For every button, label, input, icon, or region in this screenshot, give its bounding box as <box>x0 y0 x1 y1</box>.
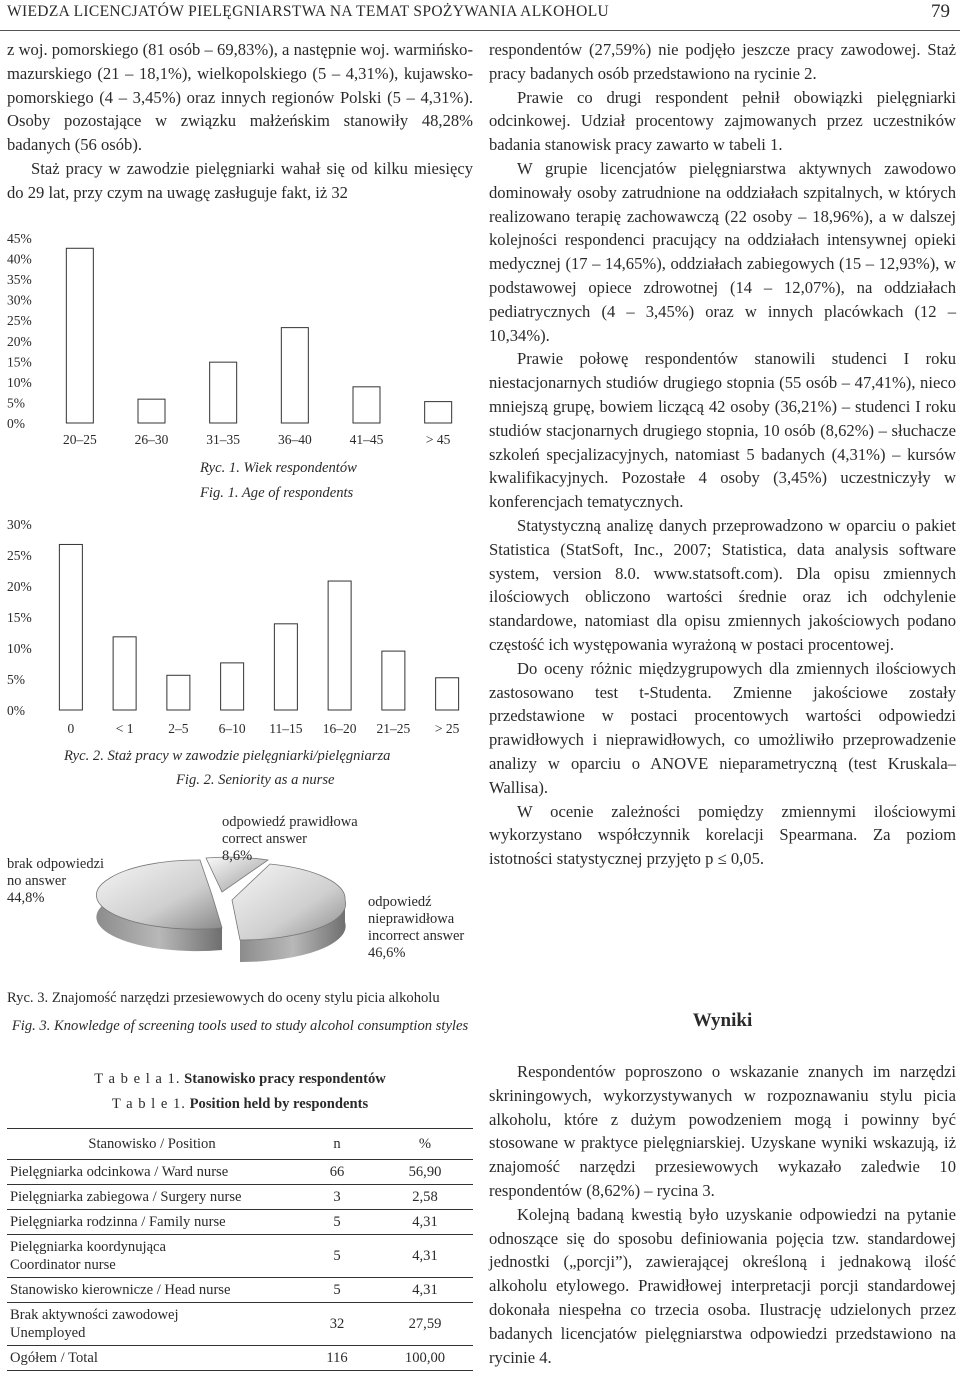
running-title: WIEDZA LICENCJATÓW PIELĘGNIARSTWA NA TEMAT SPOŻYWANIA ALKOHOLU <box>7 3 610 20</box>
knowledge-pie-chart <box>0 800 480 980</box>
table-cell-position: Brak aktywności zawodowej Unemployed <box>7 1303 297 1346</box>
x-tick-label: 20–25 <box>62 432 97 447</box>
fig3-caption-pl: Ryc. 3. Znajomość narzędzi przesiewowych do oceny stylu picia alkoholu <box>7 990 440 1006</box>
x-tick-label: 0 <box>67 721 75 736</box>
pie-label-noanswer-value: 44,8% <box>7 890 45 906</box>
pie-label-correct-en: correct answer <box>222 831 307 847</box>
table1-title-en <box>7 1096 473 1113</box>
table-cell-position: Pielęgniarka zabiegowa / Surgery nurse <box>7 1185 297 1210</box>
table-row <box>7 1346 473 1371</box>
table1-label-pl: T a b e l a 1. <box>94 1071 181 1087</box>
table-row <box>7 1185 473 1210</box>
pie-label-incorrect-pl-1: odpowiedź <box>368 894 432 910</box>
y-tick-label: 0% <box>7 703 25 718</box>
table1-label-en: T a b l e 1. <box>111 1096 186 1112</box>
y-tick-label: 45% <box>7 231 32 246</box>
y-tick-label: 15% <box>7 610 32 625</box>
y-tick-label: 10% <box>7 374 32 390</box>
y-tick-label: 5% <box>7 672 25 687</box>
x-tick-label: 21–25 <box>376 721 411 736</box>
paragraph: W grupie licencjatów pielęgniarstwa aktywnych zawodowo dominowały osoby zatrudnione na oddziałach szpitalnych, w których realizowano terapię zachowawczą (22 osoby – 18,96%), a w dalszej kolejności respondenci pracujący na oddziałach intensywnej opieki medycznej (17 – 14,65%), oddziałach zabiegowych (15 – 12,93%), w podstawowej opiece zdrowotnej (14 – 12,07%), na oddziałach pediatrycznych (4 – 3,45%) oraz w innych placówkach (12 – 10,34%). <box>489 158 956 345</box>
table-cell-percent: 4,31 <box>377 1210 473 1235</box>
paragraph: Statystyczną analizę danych przeprowadzono w oparciu o pakiet Statistica (StatSoft, Inc., 2007; Statistica, data analysis software system, version 8.0. www.statsoft.com). Dla opisu zmiennych ilościowych obliczono wartości średnie oraz ich odchylenie standardowe, natomiast dla opisu zmiennych jakościowych podano częstość ich występowania wyrażoną w postaci procentowej. <box>489 515 956 654</box>
x-tick-label: 2–5 <box>168 721 189 736</box>
y-tick-label: 15% <box>7 354 32 370</box>
table-cell-percent: 100,00 <box>377 1346 473 1371</box>
bar <box>66 248 93 423</box>
pie-label-incorrect-pl-2: nieprawidłowa <box>368 911 455 927</box>
table-row <box>7 1303 473 1346</box>
x-tick-label: 41–45 <box>349 432 384 447</box>
x-tick-label: 31–35 <box>206 432 241 447</box>
fig1-caption-en: Fig. 1. Age of respondents <box>200 485 354 501</box>
bar <box>167 675 190 710</box>
x-tick-label: 26–30 <box>134 432 169 447</box>
paragraph: Respondentów poproszono o wskazanie znanych im narzędzi skriningowych, wykorzystywanych w rozpoznawaniu stylu picia alkoholu, które z dużym powodzeniem mogą i powinny być stosowane w praktyce pielęgniarskiej. Uzyskane wyniki wskazują, iż znajomość narzędzi przesiewowych wykazało zaledwie 10 respondentów (8,62%) – rycina 3. <box>489 1062 956 1200</box>
table-header-cell: n <box>297 1129 377 1160</box>
pie-label-noanswer-pl: brak odpowiedzi <box>7 856 105 872</box>
y-tick-label: 40% <box>7 251 32 267</box>
y-tick-label: 10% <box>7 641 32 656</box>
table-header-cell: % <box>377 1129 473 1160</box>
x-tick-label: 11–15 <box>269 721 303 736</box>
section-heading: Wyniki <box>692 1010 753 1031</box>
y-tick-label: 25% <box>7 548 32 563</box>
paragraph: z woj. pomorskiego (81 osób – 69,83%), a następnie woj. warmińsko-mazurskiego (21 – 18,1%), wielkopolskiego (5 – 4,31%), kujawsko-pomorskiego (4 – 3,45%) oraz innych regionów Polski (5 – 4,31%). Osoby pozostające w związku małżeńskim stanowiły 48,28% badanych (56 osób). <box>7 40 473 155</box>
page-number: 79 <box>931 1 950 22</box>
table-header-cell: Stanowisko / Position <box>7 1129 297 1160</box>
y-tick-label: 30% <box>7 517 32 532</box>
age-bar-chart <box>0 225 480 455</box>
table1-title-pl-text: Stanowisko pracy respondentów <box>184 1071 386 1087</box>
pie-label-correct-pl: odpowiedź prawidłowa <box>222 814 358 830</box>
bar <box>210 362 237 423</box>
paragraph: Prawie połowę respondentów stanowili studenci I roku niestacjonarnych studiów drugiego stopnia (55 osób – 47,41%), nieco mniejszą grupę, bowiem liczącą 42 osoby (36,21%) – studenci I roku studiów stacjonarnych drugiego stopnia, 10 osób (8,62%) – słuchacze szkoleń specjalizacyjnych, natomiast 5 badanych (4,31%) – kursów kwalifikacyjnych. Pozostałe 4 osoby (3,45%) uczestniczyły w konferencjach tematycznych. <box>489 349 956 512</box>
x-tick-label: < 1 <box>115 721 134 736</box>
fig2-caption-en: Fig. 2. Seniority as a nurse <box>176 772 335 788</box>
bar <box>328 581 351 710</box>
fig3-caption-en: Fig. 3. Knowledge of screening tools used to study alcohol consumption styles <box>11 1018 469 1034</box>
table-cell-position: Pielęgniarka koordynująca Coordinator nurse <box>7 1235 297 1278</box>
table-cell-position: Ogółem / Total <box>7 1346 297 1371</box>
paragraph: Prawie co drugi respondent pełnił obowiązki pielęgniarki odcinkowej. Udział procentowy zajmowanych przez uczestników badania stanowisk pracy zawarto w tabeli 1. <box>489 87 956 155</box>
left-column-text <box>7 38 473 205</box>
paragraph: Kolejną badaną kwestią było uzyskanie odpowiedzi na pytanie odnoszące się do sposobu definiowania pojęcia tzw. standardowej jednostki („porcji”), zawierającej określoną i jednakową ilość alkoholu etylowego. Prawidłowej interpretacji porcji standardowej dokonała niespełna co trzecia osoba. Ilustrację udzielonych przez badanych licencjatów pielęgniarstwa odpowiedzi przedstawiono na rycinie 4. <box>489 1204 956 1367</box>
table-row <box>7 1278 473 1303</box>
table-cell-n: 5 <box>297 1278 377 1303</box>
pie-label-incorrect-en: incorrect answer <box>368 928 465 944</box>
page-header <box>0 0 960 31</box>
bar <box>221 663 244 710</box>
bar <box>59 544 82 710</box>
paragraph: Staż pracy w zawodzie pielęgniarki wahał się od kilku miesięcy do 29 lat, przy czym na uwagę zasługuje fakt, iż 32 <box>7 158 473 202</box>
y-tick-label: 25% <box>7 313 32 329</box>
pie-label-incorrect-value: 46,6% <box>368 945 406 961</box>
x-tick-label: > 45 <box>425 432 451 447</box>
bar <box>353 387 380 423</box>
seniority-bar-chart <box>0 510 480 740</box>
table-cell-n: 116 <box>297 1346 377 1371</box>
paragraph: W ocenie zależności pomiędzy zmiennymi ilościowymi wykorzystano współczynnik korelacji Spearmana. Za poziom istotności statystycznej przyjęto p ≤ 0,05. <box>489 801 956 869</box>
bar <box>274 624 297 710</box>
y-tick-label: 20% <box>7 333 32 349</box>
paragraph: Do oceny różnic międzygrupowych dla zmiennych ilościowych zastosowano test t-Studenta. Zmienne jakościowe zostały przedstawione w postaci procentowych wartości odpowiedzi prawidłowych i nieprawidłowych, co umożliwiło przeprowadzenie analizy w oparciu o ANOVE nieparametryczną (test Kruskala–Wallisa). <box>489 658 956 797</box>
pie-label-correct-value: 8,6% <box>222 848 253 864</box>
bar <box>436 678 459 710</box>
table-cell-percent: 56,90 <box>377 1160 473 1185</box>
x-tick-label: 36–40 <box>277 432 312 447</box>
bar <box>113 637 136 710</box>
table-cell-percent: 4,31 <box>377 1278 473 1303</box>
table-cell-n: 3 <box>297 1185 377 1210</box>
right-column-text <box>489 38 956 871</box>
fig2-caption-pl <box>64 748 390 765</box>
table-cell-percent: 2,58 <box>377 1185 473 1210</box>
table1-title-pl <box>7 1071 473 1088</box>
fig1-caption-pl: Ryc. 1. Wiek respondentów <box>200 460 357 476</box>
table-row <box>7 1160 473 1185</box>
y-tick-label: 35% <box>7 272 32 288</box>
table-row <box>7 1235 473 1278</box>
x-tick-label: 16–20 <box>322 721 357 736</box>
paragraph: respondentów (27,59%) nie podjęło jeszcze pracy zawodowej. Staż pracy badanych osób przedstawiono na rycinie 2. <box>489 40 956 83</box>
table-cell-n: 5 <box>297 1210 377 1235</box>
x-tick-label: > 25 <box>434 721 460 736</box>
table-cell-position: Stanowisko kierownicze / Head nurse <box>7 1278 297 1303</box>
bar <box>281 328 308 423</box>
position-table <box>7 1128 473 1371</box>
y-tick-label: 5% <box>7 395 25 411</box>
table-header-row <box>7 1129 473 1160</box>
table-cell-n: 32 <box>297 1303 377 1346</box>
table-cell-n: 66 <box>297 1160 377 1185</box>
bar <box>138 399 165 423</box>
results-text <box>489 1060 956 1369</box>
table-cell-position: Pielęgniarka rodzinna / Family nurse <box>7 1210 297 1235</box>
pie-label-noanswer-en: no answer <box>7 873 67 889</box>
table-cell-n: 5 <box>297 1235 377 1278</box>
y-tick-label: 20% <box>7 579 32 594</box>
table1-title-en-text: Position held by respondents <box>189 1096 369 1112</box>
y-tick-label: 0% <box>7 416 25 431</box>
table-cell-percent: 4,31 <box>377 1235 473 1278</box>
table-cell-position: Pielęgniarka odcinkowa / Ward nurse <box>7 1160 297 1185</box>
table-row <box>7 1210 473 1235</box>
y-tick-label: 30% <box>7 292 32 308</box>
bar <box>425 402 452 423</box>
table-cell-percent: 27,59 <box>377 1303 473 1346</box>
bar <box>382 651 405 710</box>
x-tick-label: 6–10 <box>218 721 246 736</box>
fig2-caption-pl-text: Ryc. 2. Staż pracy w zawodzie pielęgniarki/pielęgniarza <box>64 748 391 764</box>
